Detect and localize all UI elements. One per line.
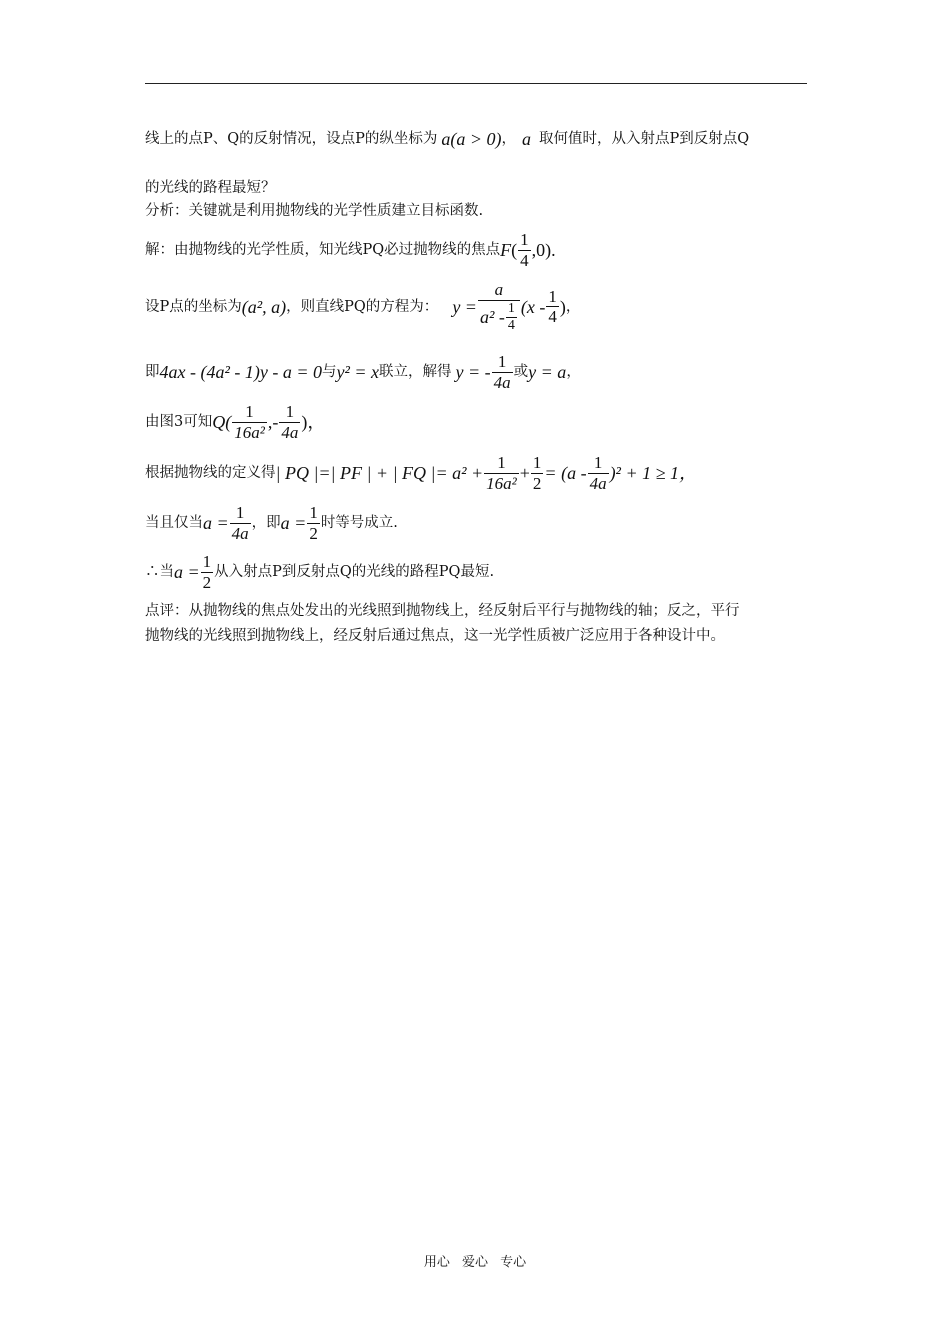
fraction-one-half: $\frac{1}{2}$ bbox=[202, 552, 212, 592]
fraction-one-over-16a2: $\frac{1}{\text{16a²}}$ bbox=[486, 453, 517, 493]
line-12 bbox=[145, 629, 725, 644]
text: 的光线的路程最短？ bbox=[145, 180, 276, 196]
fraction-one-quarter: $\frac{1}{4}$ bbox=[520, 230, 529, 270]
math-line-equation: 4ax - (4a² - 1)y - a = 0 bbox=[159, 362, 322, 383]
text: 设P点的坐标为 bbox=[145, 298, 242, 315]
fraction-one-half: $\frac{1}{2}$ bbox=[309, 503, 318, 543]
text: 由图3可知 bbox=[145, 413, 213, 430]
line-2 bbox=[145, 181, 276, 196]
line-8: 根据抛物线的定义得 | PQ |=| PF | + | FQ |= a² + $\frac{1}{\text{16a²}}$ + $\frac{1}{2}$ = (a - $\frac{1}{4a}$ )² + 1 ≥ 1， bbox=[145, 453, 697, 493]
math-a: a bbox=[522, 129, 532, 149]
fraction-one-over-4a: $\frac{1}{4a}$ bbox=[281, 402, 299, 442]
fraction-one-over-4a: $\frac{1}{4a}$ bbox=[589, 453, 607, 493]
line-11 bbox=[145, 604, 740, 619]
text: ， bbox=[501, 130, 517, 147]
fraction-one-quarter: $\frac{1}{4}$ bbox=[548, 286, 557, 327]
fraction-one-over-4a: $\frac{1}{4a}$ bbox=[231, 503, 249, 543]
line-9: 当且仅当 a = $\frac{1}{4a}$ ，即 a = $\frac{1}{2}$ 时等号成立. bbox=[145, 503, 398, 543]
fraction-one-half: $\frac{1}{2}$ bbox=[532, 453, 542, 493]
math-a-condition: a(a > 0) bbox=[441, 129, 502, 149]
line-5: 设P点的坐标为 (a², a) ，则直线PQ的方程为： y = a a² - $\frac{1}{4}$ (x - $\frac{1}{4}$ ) ， bbox=[145, 280, 581, 333]
text: ，则直线PQ的方程为： bbox=[286, 298, 439, 315]
text: 即 bbox=[145, 363, 160, 380]
text: 解：由抛物线的光学性质，知光线PQ必过抛物线的焦点 bbox=[145, 241, 501, 258]
text: 取何值时，从入射点P到反射点Q bbox=[539, 130, 750, 147]
text: 当且仅当 bbox=[145, 514, 203, 531]
text: 根据抛物线的定义得 bbox=[145, 464, 276, 481]
text: ∴当 bbox=[145, 563, 174, 580]
text: 线上的点P、Q的反射情况，设点P的纵坐标为 bbox=[145, 130, 438, 147]
line-1 bbox=[145, 130, 749, 148]
comment-text: 点评：从抛物线的焦点处发出的光线照到抛物线上，经反射后平行与抛物线的轴；反之，平行 bbox=[145, 603, 740, 619]
math-coordinate: (a², a) bbox=[241, 296, 287, 317]
line-7: 由图3可知 Q( $\frac{1}{\text{16a²}}$ ,- $\frac{1}{4a}$ )， bbox=[145, 402, 326, 442]
line-4: 解：由抛物线的光学性质，知光线PQ必过抛物线的焦点 F ( $\frac{1}{4}$ ,0). bbox=[145, 230, 556, 270]
line-10: ∴当 a = $\frac{1}{2}$ 从入射点P到反射点Q的光线的路程PQ最短. bbox=[145, 552, 495, 592]
line-6: 即 4ax - (4a² - 1)y - a = 0 与 y² = x 联立，解得 y = - $\frac{1}{4a}$ 或 y = a ， bbox=[145, 352, 581, 392]
fraction-one-over-16a2: $\frac{1}{\text{16a²}}$ bbox=[234, 402, 265, 442]
analysis-text: 分析：关键就是利用抛物线的光学性质建立目标函数. bbox=[145, 203, 484, 219]
line-3 bbox=[145, 204, 483, 219]
math-F: F bbox=[500, 240, 512, 261]
fraction-slope: a a² - $\frac{1}{4}$ bbox=[478, 280, 520, 334]
header-rule bbox=[145, 83, 807, 84]
page-footer: 用心 爱心 专心 bbox=[423, 1255, 527, 1270]
math-distance-sum: | PQ |=| PF | + | FQ |= a² + bbox=[275, 463, 484, 484]
comment-text: 抛物线的光线照到抛物线上，经反射后通过焦点，这一光学性质被广泛应用于各种设计中。 bbox=[145, 628, 725, 644]
text: ,0). bbox=[531, 240, 556, 261]
fraction-one-over-4a: $\frac{1}{4a}$ bbox=[493, 352, 511, 392]
